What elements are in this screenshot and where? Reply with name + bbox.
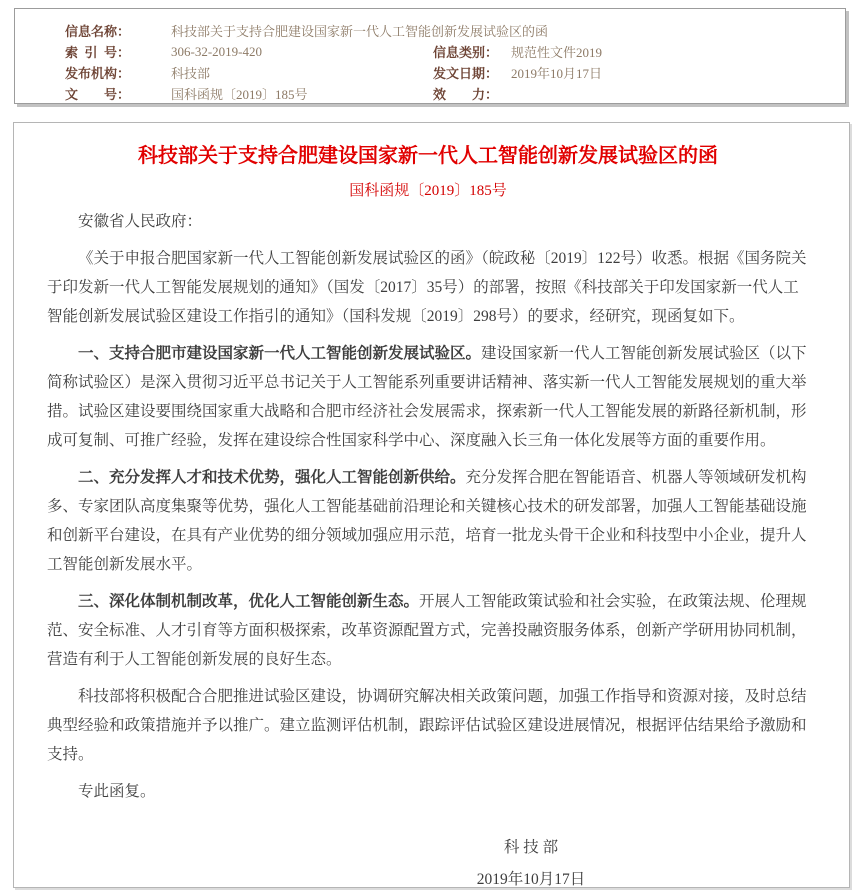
paragraph	[47, 682, 809, 769]
document-number: 国科函规〔2019〕185号	[349, 183, 507, 199]
paragraph-lead: 三、深化体制机制改革，优化人工智能创新生态。	[78, 593, 420, 610]
info-value-name: 科技部关于支持合肥建设国家新一代人工智能创新发展试验区的函	[171, 24, 549, 39]
paragraph-text: 《关于申报合肥国家新一代人工智能创新发展试验区的函》（皖政秘〔2019〕122号）收悉。根据《国务院关于印发新一代人工智能发展规划的通知》（国发〔2017〕35号）的部署，按照《科技部关于印发国家新一代人工智能创新发展试验区建设工作指引的通知》（国科发规〔2019〕298号）的要求，经研究，现函复如下。	[47, 250, 807, 325]
paragraph-lead: 一、支持合肥市建设国家新一代人工智能创新发展试验区。	[78, 345, 482, 362]
paragraph-lead: 二、充分发挥人才和技术优势，强化人工智能创新供给。	[78, 469, 466, 486]
document-body-panel	[13, 122, 850, 888]
info-value-category: 规范性文件2019	[511, 45, 603, 60]
signer: 科 技 部	[503, 839, 559, 856]
paragraph	[47, 463, 809, 579]
info-label-agency: 发布机构：	[65, 66, 131, 81]
document-paragraphs	[47, 244, 809, 806]
salutation: 安徽省人民政府：	[78, 213, 203, 230]
info-label-effect: 效 力：	[433, 87, 499, 102]
paragraph-text: 开展人工智能政策试验和社会实验，在政策法规、伦理规范、安全标准、人才引育等方面积极探索，改革资源配置方式，完善投融资服务体系，创新产学研用协同机制，营造有利于人工智能创新发展的良好生态。	[47, 593, 807, 668]
paragraph	[47, 339, 809, 455]
paragraph-text: 充分发挥合肥在智能语音、机器人等领域研发机构多、专家团队高度集聚等优势，强化人工智能基础前沿理论和关键核心技术的研发部署，加强人工智能基础设施和创新平台建设，在具有产业优势的细分领域加强应用示范，培育一批龙头骨干企业和科技型中小企业，提升人工智能创新发展水平。	[47, 469, 807, 573]
info-value-agency: 科技部	[171, 66, 211, 81]
sign-date: 2019年10月17日	[476, 871, 586, 888]
document-info-panel	[14, 8, 846, 104]
paragraph-text: 专此函复。	[78, 783, 156, 800]
info-label-index: 索 引 号：	[65, 45, 131, 60]
info-value-issue-date: 2019年10月17日	[511, 66, 603, 81]
document-title: 科技部关于支持合肥建设国家新一代人工智能创新发展试验区的函	[138, 145, 718, 167]
paragraph	[47, 244, 809, 331]
paragraph-text: 建设国家新一代人工智能创新发展试验区（以下简称试验区）是深入贯彻习近平总书记关于人工智能系列重要讲话精神、落实新一代人工智能发展规划的重大举措。试验区建设要围绕国家重大战略和合肥市经济社会发展需求，探索新一代人工智能发展的新路径新机制，形成可复制、可推广经验，发挥在建设综合性国家科学中心、深度融入长三角一体化发展等方面的重要作用。	[47, 345, 807, 449]
info-value-index: 306-32-2019-420	[171, 43, 262, 59]
info-label-doc-number: 文 号：	[65, 87, 131, 102]
info-value-doc-number: 国科函规〔2019〕185号	[171, 87, 308, 102]
info-label-issue-date: 发文日期：	[433, 66, 499, 81]
paragraph	[47, 587, 809, 674]
signature-block	[411, 832, 651, 896]
paragraph-text: 科技部将积极配合合肥推进试验区建设，协调研究解决相关政策问题，加强工作指导和资源对接，及时总结典型经验和政策措施并予以推广。建立监测评估机制，跟踪评估试验区建设进展情况，根据评估结果给予激励和支持。	[47, 688, 807, 763]
info-label-name: 信息名称：	[65, 24, 131, 39]
paragraph	[47, 777, 809, 806]
info-label-category: 信息类别：	[433, 45, 499, 60]
